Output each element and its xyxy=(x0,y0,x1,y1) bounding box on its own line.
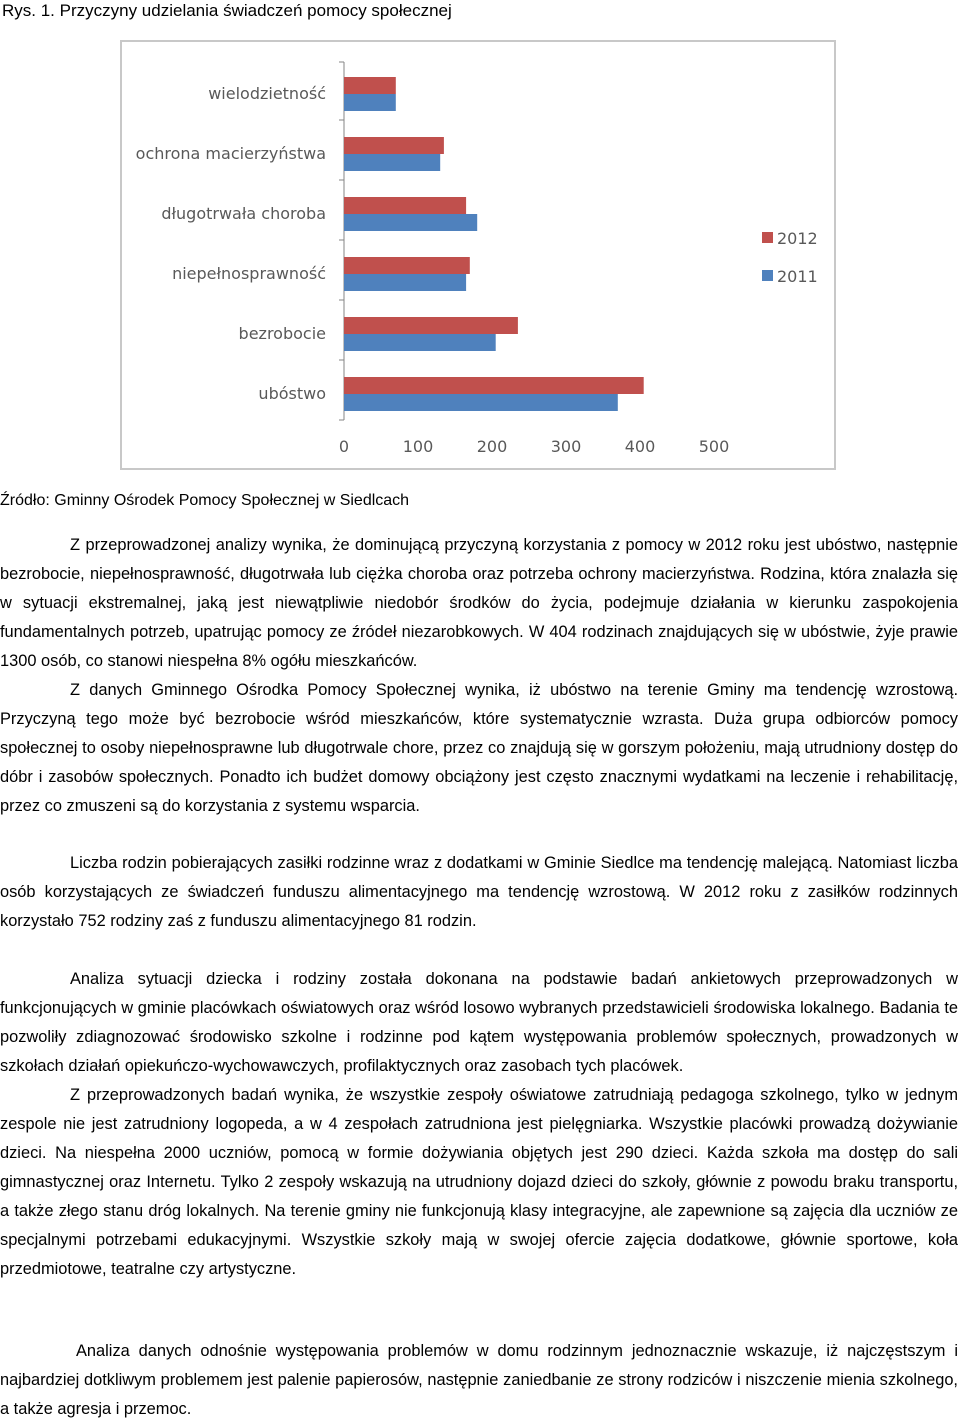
legend-label: 2011 xyxy=(777,267,818,286)
category-label: niepełnosprawność xyxy=(172,264,326,283)
legend-swatch-2011 xyxy=(762,270,773,281)
paragraph-group-3 xyxy=(0,965,958,1284)
bar-2011-niepełnosprawność xyxy=(344,274,466,291)
bar-2012-ubóstwo xyxy=(344,377,644,394)
figure-source: Źródło: Gminny Ośrodek Pomocy Społecznej w Siedlcach xyxy=(0,492,410,509)
bar-2011-wielodzietność xyxy=(344,94,396,111)
legend-swatch-2012 xyxy=(762,232,773,243)
x-tick-label: 200 xyxy=(476,437,508,456)
bar-2012-długotrwała choroba xyxy=(344,197,466,214)
paragraph: Z przeprowadzonej analizy wynika, że dominującą przyczyną korzystania z pomocy w 2012 roku jest ubóstwo, następnie bezrobocie, niepełnosprawność, długotrwała lub ciężka choroba oraz potrzeba ochrony macierzyństwa. Rodzina, która znalazła się w sytuacji ekstremalnej, jaką jest niewątpliwie niedobór środków do życia, podejmuje działania w kierunku zaspokojenia fundamentalnych potrzeb, upatrując pomocy ze źródeł niezarobkowych. W 404 rodzinach znajdujących się w ubóstwie, żyje prawie 1300 osób, co stanowi niespełna 8% ogółu mieszkańców. xyxy=(0,536,958,670)
bar-2012-ochrona macierzyństwa xyxy=(344,137,444,154)
chart-frame xyxy=(120,40,836,470)
category-label: wielodzietność xyxy=(208,84,326,103)
bar-2011-długotrwała choroba xyxy=(344,214,477,231)
bar-2012-bezrobocie xyxy=(344,317,518,334)
x-tick-label: 300 xyxy=(550,437,582,456)
figure-caption: Rys. 1. Przyczyny udzielania świadczeń pomocy społecznej xyxy=(2,1,452,20)
bar-2011-ochrona macierzyństwa xyxy=(344,154,440,171)
paragraph: Analiza sytuacji dziecka i rodziny została dokonana na podstawie badań ankietowych przeprowadzonych w funkcjonujących w gminie placówkach oświatowych oraz wśród losowo wybranych przedstawicieli środowiska lokalnego. Badania te pozwoliły zdiagnozować środowisko szkolne i rodzinne pod kątem występowania problemów społecznych, prowadzonych w szkołach działań opiekuńczo-wychowawczych, profilaktycznych oraz zasobach tych placówek. xyxy=(0,970,958,1075)
bar-chart xyxy=(122,42,834,468)
paragraph-group-1 xyxy=(0,531,958,821)
paragraph: Liczba rodzin pobierających zasiłki rodzinne wraz z dodatkami w Gminie Siedlce ma tendencję malejącą. Natomiast liczba osób korzystających ze świadczeń funduszu alimentacyjnego ma tendencję wzrostową. W 2012 roku z zasiłków rodzinnych korzystało 752 rodziny zaś z funduszu alimentacyjnego 81 rodzin. xyxy=(0,854,958,930)
category-label: bezrobocie xyxy=(238,324,326,343)
x-tick-label: 0 xyxy=(338,437,350,456)
paragraph: Z danych Gminnego Ośrodka Pomocy Społecznej wynika, iż ubóstwo na terenie Gminy ma tendencję wzrostową. Przyczyną tego może być bezrobocie wśród mieszkańców, które systematycznie wzrasta. Duża grupa odbiorców pomocy społecznej to osoby niepełnosprawne lub długotrwale chore, przez co znajdują się w gorszym położeniu, mają utrudniony dostęp do dóbr i zasobów społecznych. Ponadto ich budżet domowy obciążony jest często znacznymi wydatkami na leczenie i rehabilitację, przez co zmuszeni są do korzystania z systemu wsparcia. xyxy=(0,681,958,815)
category-label: długotrwała choroba xyxy=(161,204,326,223)
category-label: ubóstwo xyxy=(258,384,326,403)
category-label: ochrona macierzyństwa xyxy=(135,144,326,163)
paragraph: Z przeprowadzonych badań wynika, że wszystkie zespoły oświatowe zatrudniają pedagoga szkolnego, tylko w jednym zespole nie jest zatrudniony logopeda, a w 4 zespołach zatrudniona jest pielęgniarka. Wszystkie placówki prowadzą dożywianie dzieci. Na niespełna 2000 uczniów, pomocą w formie dożywiania objętych jest 290 dzieci. Każda szkoła ma dostęp do sali gimnastycznej oraz Internetu. Tylko 2 zespoły wskazują na utrudniony dojazd dzieci do szkoły, głównie z powodu braku transportu, a także złego stanu dróg lokalnych. Na terenie gminy nie funkcjonują klasy integracyjne, ale zapewnione są zajęcia dla uczniów ze specjalnymi potrzebami edukacyjnymi. Wszystkie szkoły mają w swojej ofercie zajęcia dodatkowe, głównie sportowe, koła przedmiotowe, teatralne czy artystyczne. xyxy=(0,1086,958,1278)
bar-2011-ubóstwo xyxy=(344,394,618,411)
bar-2012-niepełnosprawność xyxy=(344,257,470,274)
x-tick-label: 400 xyxy=(624,437,656,456)
paragraph-group-4 xyxy=(0,1337,958,1424)
bar-2011-bezrobocie xyxy=(344,334,496,351)
paragraph: Analiza danych odnośnie występowania problemów w domu rodzinnym jednoznacznie wskazuje, iż najczęstszym i najbardziej dotkliwym problemem jest palenie papierosów, następnie zaniedbanie ze strony rodziców i niszczenie mienia szkolnego, a także agresja i przemoc. xyxy=(0,1342,958,1418)
bar-2012-wielodzietność xyxy=(344,77,396,94)
x-tick-label: 100 xyxy=(402,437,434,456)
paragraph-group-2 xyxy=(0,849,958,936)
legend-label: 2012 xyxy=(777,229,818,248)
x-tick-label: 500 xyxy=(698,437,730,456)
